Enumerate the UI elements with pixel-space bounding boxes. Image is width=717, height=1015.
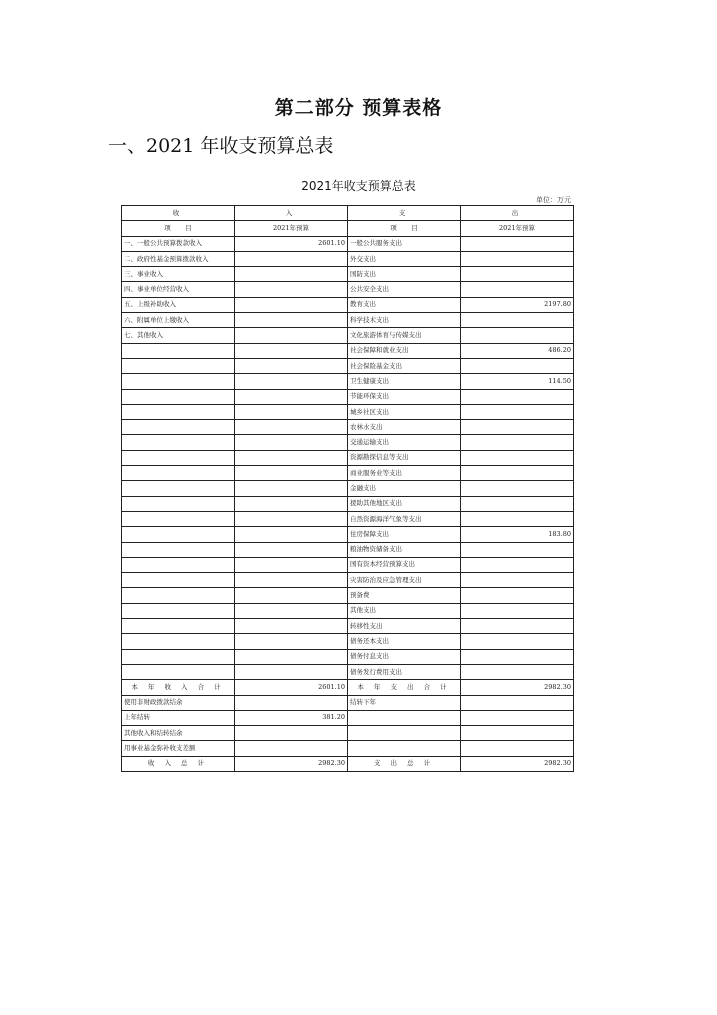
table-row	[122, 313, 574, 328]
income-value	[235, 435, 348, 450]
expense-value	[461, 726, 574, 741]
income-value	[235, 313, 348, 328]
income-value	[235, 557, 348, 572]
table-row	[122, 466, 574, 481]
table-row	[122, 374, 574, 389]
expense-item: 交通运输支出	[348, 435, 461, 450]
subtotal-row	[122, 680, 574, 695]
expense-item	[348, 726, 461, 741]
total-income-label: 收 入 总 计	[122, 756, 235, 771]
income-item: 五、上级补助收入	[122, 297, 235, 312]
total-row	[122, 756, 574, 771]
income-item	[122, 450, 235, 465]
table-row	[122, 634, 574, 649]
income-item: 七、其他收入	[122, 328, 235, 343]
table-row	[122, 588, 574, 603]
expense-item: 结转下年	[348, 695, 461, 710]
income-value	[235, 542, 348, 557]
income-item	[122, 542, 235, 557]
income-item	[122, 420, 235, 435]
income-item: 二、政府性基金预算拨款收入	[122, 251, 235, 266]
expense-value	[461, 236, 574, 251]
expense-item: 社会保障和就业支出	[348, 343, 461, 358]
income-value	[235, 496, 348, 511]
income-item	[122, 435, 235, 450]
unit-label: 单位：万元	[536, 196, 571, 204]
income-item	[122, 511, 235, 526]
income-value	[235, 404, 348, 419]
expense-item: 科学技术支出	[348, 313, 461, 328]
income-value	[235, 664, 348, 679]
expense-item: 教育支出	[348, 297, 461, 312]
income-item: 使用非财政拨款结余	[122, 695, 235, 710]
income-value: 381.20	[235, 710, 348, 725]
income-value	[235, 741, 348, 756]
table-row	[122, 511, 574, 526]
table-row	[122, 420, 574, 435]
expense-value	[461, 251, 574, 266]
income-item	[122, 588, 235, 603]
income-item: 其他收入和结转结余	[122, 726, 235, 741]
table-row	[122, 496, 574, 511]
income-item	[122, 404, 235, 419]
expense-value	[461, 573, 574, 588]
income-value	[235, 573, 348, 588]
expense-item: 资源勘探信息等支出	[348, 450, 461, 465]
header-income-budget: 2021年预算	[235, 221, 348, 236]
expense-item: 一般公共服务支出	[348, 236, 461, 251]
income-value	[235, 282, 348, 297]
header-expense-budget: 2021年预算	[461, 221, 574, 236]
expense-item: 国防支出	[348, 267, 461, 282]
income-item: 三、事业收入	[122, 267, 235, 282]
expense-item: 灾害防治及应急管理支出	[348, 573, 461, 588]
income-value	[235, 466, 348, 481]
income-value	[235, 634, 348, 649]
total-income-value: 2982.30	[235, 756, 348, 771]
expense-item: 自然资源海洋气象等支出	[348, 511, 461, 526]
expense-item	[348, 741, 461, 756]
income-item: 上年结转	[122, 710, 235, 725]
expense-item: 公共安全支出	[348, 282, 461, 297]
header-expense: 支	[348, 206, 461, 221]
table-row	[122, 664, 574, 679]
expense-value	[461, 542, 574, 557]
table-title: 2021年收支预算总表	[301, 179, 416, 193]
income-value	[235, 420, 348, 435]
income-item: 六、附属单位上缴收入	[122, 313, 235, 328]
subtotal-expense-value: 2982.30	[461, 680, 574, 695]
expense-item: 债务付息支出	[348, 649, 461, 664]
total-expense-value: 2982.30	[461, 756, 574, 771]
income-value	[235, 297, 348, 312]
table-row	[122, 297, 574, 312]
income-value	[235, 619, 348, 634]
expense-item: 援助其他地区支出	[348, 496, 461, 511]
table-row	[122, 328, 574, 343]
expense-value	[461, 328, 574, 343]
table-row	[122, 358, 574, 373]
expense-item: 商业服务业等支出	[348, 466, 461, 481]
income-value	[235, 267, 348, 282]
table-row	[122, 557, 574, 572]
table-row	[122, 619, 574, 634]
income-value	[235, 358, 348, 373]
expense-value	[461, 710, 574, 725]
income-item	[122, 481, 235, 496]
expense-value	[461, 664, 574, 679]
expense-value	[461, 741, 574, 756]
header-income-item: 项 目	[122, 221, 235, 236]
expense-item: 城乡社区支出	[348, 404, 461, 419]
extra-row	[122, 741, 574, 756]
section-title: 一、2021 年收支预算总表	[108, 135, 334, 157]
extra-row	[122, 710, 574, 725]
table-row	[122, 236, 574, 251]
table-row	[122, 450, 574, 465]
income-item	[122, 603, 235, 618]
expense-value	[461, 603, 574, 618]
table-row	[122, 343, 574, 358]
income-item	[122, 634, 235, 649]
table-row	[122, 251, 574, 266]
expense-item: 债务发行费用支出	[348, 664, 461, 679]
expense-value	[461, 619, 574, 634]
table-row	[122, 267, 574, 282]
expense-value	[461, 695, 574, 710]
table-row	[122, 481, 574, 496]
income-value	[235, 389, 348, 404]
expense-value	[461, 466, 574, 481]
income-item	[122, 389, 235, 404]
header-row-1	[122, 206, 574, 221]
income-value: 2601.10	[235, 236, 348, 251]
expense-value	[461, 267, 574, 282]
expense-item: 金融支出	[348, 481, 461, 496]
expense-item: 转移性支出	[348, 619, 461, 634]
table-row	[122, 542, 574, 557]
expense-item: 节能环保支出	[348, 389, 461, 404]
income-value	[235, 343, 348, 358]
expense-item: 住房保障支出	[348, 527, 461, 542]
table-row	[122, 404, 574, 419]
subtotal-income-label: 本 年 收 入 合 计	[122, 680, 235, 695]
income-value	[235, 603, 348, 618]
expense-value	[461, 450, 574, 465]
expense-value	[461, 557, 574, 572]
expense-value	[461, 313, 574, 328]
expense-item: 粮油物资储备支出	[348, 542, 461, 557]
extra-row	[122, 726, 574, 741]
expense-value	[461, 649, 574, 664]
expense-value	[461, 435, 574, 450]
expense-value	[461, 588, 574, 603]
table-row	[122, 435, 574, 450]
income-value	[235, 328, 348, 343]
expense-value: 486.20	[461, 343, 574, 358]
expense-item: 国有资本经营预算支出	[348, 557, 461, 572]
income-item: 一、一般公共预算拨款收入	[122, 236, 235, 251]
expense-value	[461, 358, 574, 373]
income-item	[122, 573, 235, 588]
income-value	[235, 511, 348, 526]
budget-summary-table	[121, 205, 574, 772]
expense-value	[461, 481, 574, 496]
income-value	[235, 481, 348, 496]
income-item	[122, 496, 235, 511]
expense-item: 其他支出	[348, 603, 461, 618]
expense-item: 预备费	[348, 588, 461, 603]
expense-item: 卫生健康支出	[348, 374, 461, 389]
income-item	[122, 664, 235, 679]
expense-value: 114.50	[461, 374, 574, 389]
income-item: 四、事业单位经营收入	[122, 282, 235, 297]
income-value	[235, 450, 348, 465]
income-value	[235, 588, 348, 603]
expense-value	[461, 634, 574, 649]
expense-value: 2197.80	[461, 297, 574, 312]
header-income: 收	[122, 206, 235, 221]
expense-value	[461, 420, 574, 435]
expense-value	[461, 404, 574, 419]
income-item: 用事业基金弥补收支差额	[122, 741, 235, 756]
table-row	[122, 282, 574, 297]
expense-item: 债务还本支出	[348, 634, 461, 649]
expense-item: 外交支出	[348, 251, 461, 266]
table-row	[122, 649, 574, 664]
table-row	[122, 603, 574, 618]
expense-value	[461, 496, 574, 511]
income-item	[122, 527, 235, 542]
header-income-2: 入	[235, 206, 348, 221]
income-value	[235, 726, 348, 741]
expense-value	[461, 282, 574, 297]
expense-item: 文化旅游体育与传媒支出	[348, 328, 461, 343]
expense-value	[461, 389, 574, 404]
income-value	[235, 649, 348, 664]
subtotal-income-value: 2601.10	[235, 680, 348, 695]
income-item	[122, 466, 235, 481]
income-value	[235, 251, 348, 266]
income-value	[235, 527, 348, 542]
expense-value: 183.80	[461, 527, 574, 542]
total-expense-label: 支 出 总 计	[348, 756, 461, 771]
extra-row	[122, 695, 574, 710]
header-expense-item: 项 目	[348, 221, 461, 236]
income-item	[122, 557, 235, 572]
income-item	[122, 358, 235, 373]
header-expense-2: 出	[461, 206, 574, 221]
income-value	[235, 695, 348, 710]
income-item	[122, 343, 235, 358]
table-row	[122, 573, 574, 588]
expense-item: 农林水支出	[348, 420, 461, 435]
expense-item	[348, 710, 461, 725]
income-item	[122, 649, 235, 664]
part-title: 第二部分 预算表格	[274, 97, 443, 119]
income-item	[122, 374, 235, 389]
expense-item: 社会保险基金支出	[348, 358, 461, 373]
expense-value	[461, 511, 574, 526]
table-row	[122, 389, 574, 404]
income-value	[235, 374, 348, 389]
header-row-2	[122, 221, 574, 236]
table-row	[122, 527, 574, 542]
income-item	[122, 619, 235, 634]
subtotal-expense-label: 本 年 支 出 合 计	[348, 680, 461, 695]
